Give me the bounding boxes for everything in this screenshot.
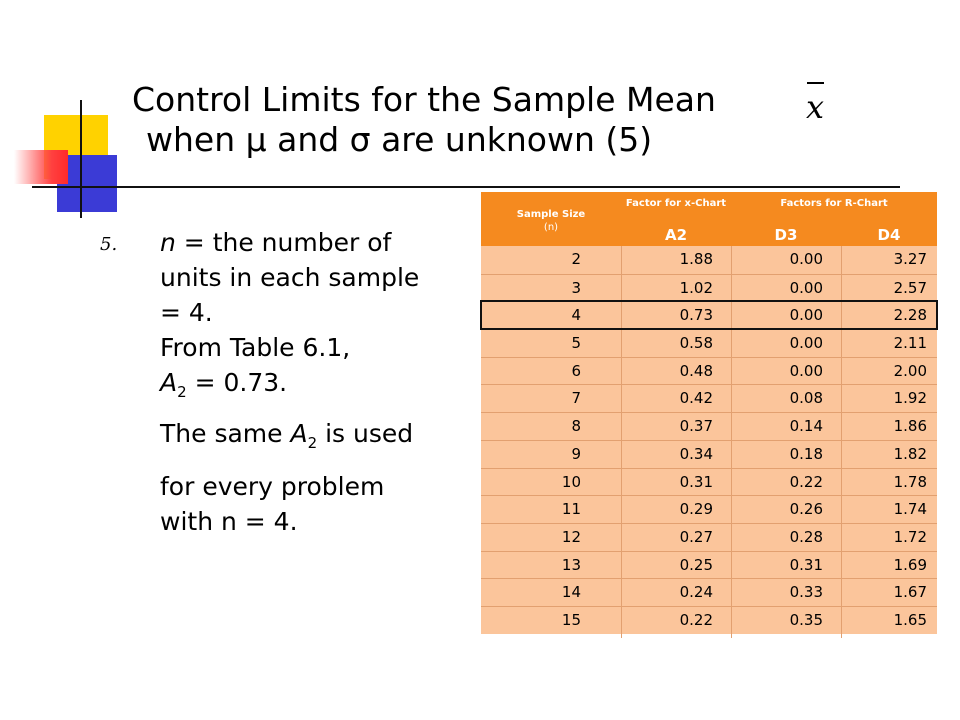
table-row — [481, 440, 937, 468]
cell-d3: 0.00 — [789, 361, 823, 380]
cell-n: 2 — [571, 250, 581, 268]
cell-a2: 0.27 — [679, 527, 713, 546]
body-line: units in each sample — [160, 263, 420, 292]
cell-d4: 1.69 — [893, 555, 927, 574]
header-d3: D3 — [774, 226, 798, 244]
cell-d3: 0.31 — [789, 555, 823, 574]
cell-n: 7 — [571, 389, 581, 408]
cell-d4: 1.72 — [893, 527, 927, 546]
header-factor-x: Factor for x-Chart — [625, 198, 727, 209]
cell-a2: 0.48 — [679, 361, 713, 380]
cell-n: 15 — [561, 610, 581, 629]
cell-n: 13 — [561, 555, 581, 574]
cell-d4: 1.86 — [893, 417, 927, 436]
table-row — [481, 551, 937, 579]
cell-d3: 0.26 — [789, 500, 823, 519]
cell-d4: 3.27 — [893, 250, 927, 268]
cell-d4: 1.78 — [893, 472, 927, 491]
body-line: = 4. — [160, 298, 213, 327]
cell-d3: 0.33 — [789, 583, 823, 602]
table-row — [481, 329, 937, 357]
cell-d4: 2.28 — [893, 306, 927, 325]
list-number: 5. — [100, 234, 118, 255]
cell-n: 5 — [571, 334, 581, 353]
table-row — [481, 606, 937, 634]
body-line: n = the number of — [160, 228, 392, 257]
cell-d3: 0.35 — [789, 610, 823, 629]
header-a2: A2 — [664, 226, 688, 244]
cell-a2: 0.31 — [679, 472, 713, 491]
cell-a2: 1.88 — [679, 250, 713, 268]
cell-a2: 0.73 — [679, 306, 713, 325]
table-row — [481, 468, 937, 496]
cell-a2: 0.37 — [679, 417, 713, 436]
cell-n: 10 — [561, 472, 581, 491]
cell-n: 9 — [571, 444, 581, 463]
cell-a2: 0.58 — [679, 334, 713, 353]
decor-red-square — [14, 150, 68, 184]
x-bar-letter: x — [806, 88, 825, 126]
body-line: $A_2 = 0.73$. — [160, 368, 288, 401]
header-d4: D4 — [877, 226, 901, 244]
body-line: for every problem — [160, 472, 385, 501]
cell-n: 12 — [561, 527, 581, 546]
cell-d4: 1.74 — [893, 500, 927, 519]
cell-d3: 0.14 — [789, 417, 823, 436]
cell-d3: 0.28 — [789, 527, 823, 546]
header-sample-size — [481, 208, 621, 234]
factor-table — [481, 192, 937, 638]
table-row — [481, 523, 937, 551]
table-row — [481, 246, 937, 274]
cell-n: 4 — [571, 306, 581, 325]
body-line: The same $A_2$ is used — [160, 419, 414, 452]
table-row — [481, 384, 937, 412]
header-n-label: (n) — [543, 222, 559, 233]
table-body — [481, 246, 937, 634]
cell-d3: 0.00 — [789, 278, 823, 297]
cell-a2: 0.29 — [679, 500, 713, 519]
decor-vertical-line — [80, 100, 82, 218]
cell-d4: 2.11 — [893, 334, 927, 353]
cell-n: 11 — [561, 500, 581, 519]
cell-d3: 0.00 — [789, 250, 823, 268]
cell-d3: 0.18 — [789, 444, 823, 463]
table-row — [481, 357, 937, 385]
x-bar-overline — [807, 82, 824, 84]
cell-a2: 0.24 — [679, 583, 713, 602]
body-line: From Table 6.1, — [160, 333, 351, 362]
table-row — [481, 301, 937, 329]
cell-a2: 0.22 — [679, 610, 713, 629]
cell-d3: 0.00 — [789, 334, 823, 353]
cell-a2: 1.02 — [679, 278, 713, 297]
cell-n: 8 — [571, 417, 581, 436]
cell-n: 14 — [561, 583, 581, 602]
table-row — [481, 578, 937, 606]
table-row — [481, 412, 937, 440]
cell-a2: 0.42 — [679, 389, 713, 408]
table-row — [481, 495, 937, 523]
body-lines — [160, 225, 490, 539]
title-line-2: when μ and σ are unknown (5) — [146, 120, 653, 159]
cell-d4: 2.00 — [893, 361, 927, 380]
cell-d4: 1.67 — [893, 583, 927, 602]
title-line-1: Control Limits for the Sample Mean — [132, 80, 716, 119]
cell-d3: 0.22 — [789, 472, 823, 491]
header-sample-size-label: Sample Size — [516, 209, 586, 220]
cell-d4: 2.57 — [893, 278, 927, 297]
body-line: with n = 4. — [160, 507, 298, 536]
header-factors-r: Factors for R-Chart — [780, 198, 888, 209]
cell-d4: 1.82 — [893, 444, 927, 463]
title-underline — [32, 186, 900, 188]
cell-a2: 0.25 — [679, 555, 713, 574]
cell-d3: 0.08 — [789, 389, 823, 408]
table-header — [481, 192, 937, 246]
cell-a2: 0.34 — [679, 444, 713, 463]
cell-d4: 1.65 — [893, 610, 927, 629]
cell-d3: 0.00 — [789, 306, 823, 325]
cell-n: 3 — [571, 278, 581, 297]
cell-n: 6 — [571, 361, 581, 380]
table-row — [481, 274, 937, 302]
slide-title — [132, 80, 716, 160]
cell-d4: 1.92 — [893, 389, 927, 408]
